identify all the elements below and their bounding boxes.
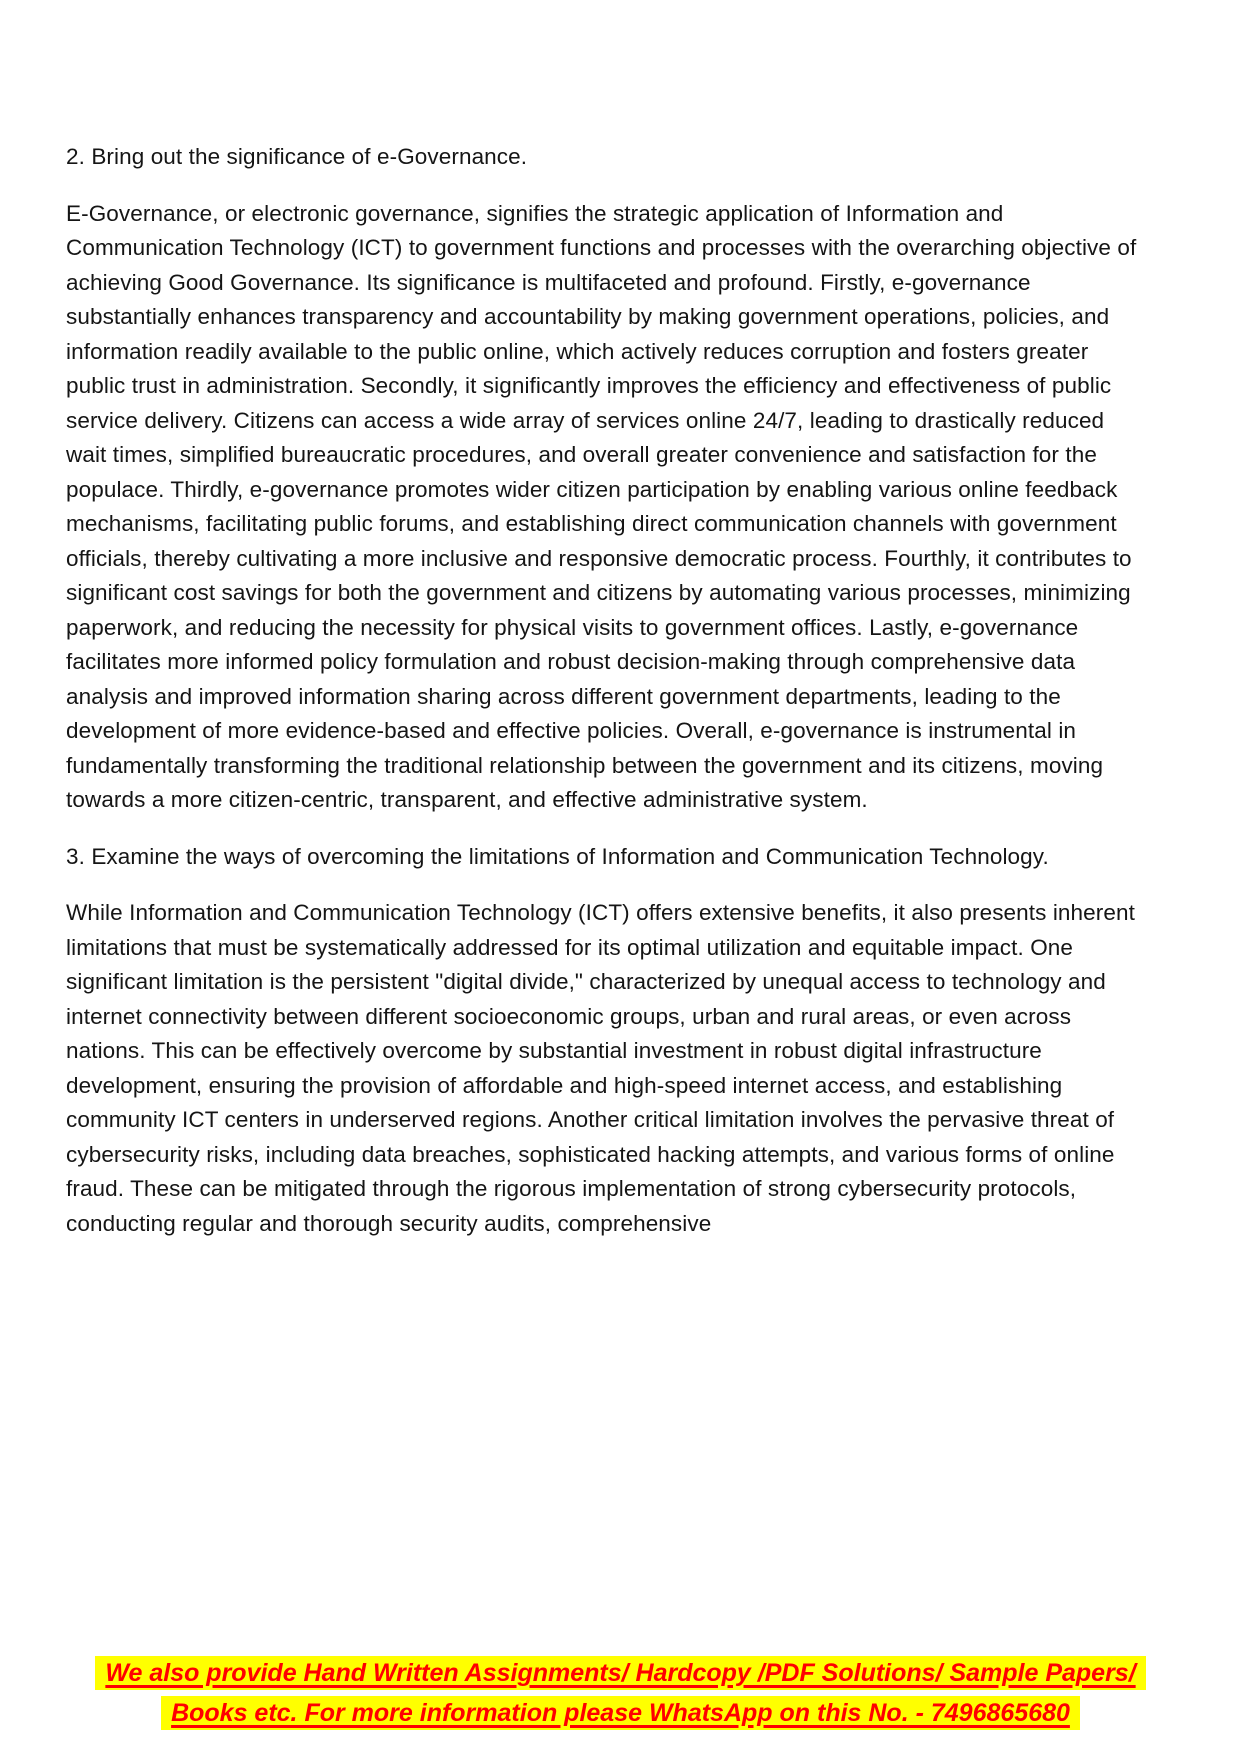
document-body xyxy=(66,140,1146,1263)
footer-promo xyxy=(0,1653,1241,1733)
footer-promo-line-2: Books etc. For more information please WhatsApp on this No. - 7496865680 xyxy=(161,1696,1080,1730)
question-2-answer: E-Governance, or electronic governance, signifies the strategic application of Information and Communication Technology (ICT) to government functions and processes with the overarching objective of achieving Good Governance. Its significance is multifaceted and profound. Firstly, e-governance substantially enhances transparency and accountability by making government operations, policies, and information readily available to the public online, which actively reduces corruption and fosters greater public trust in administration. Secondly, it significantly improves the efficiency and effectiveness of public service delivery. Citizens can access a wide array of services online 24/7, leading to drastically reduced wait times, simplified bureaucratic procedures, and overall greater convenience and satisfaction for the populace. Thirdly, e-governance promotes wider citizen participation by enabling various online feedback mechanisms, facilitating public forums, and establishing direct communication channels with government officials, thereby cultivating a more inclusive and responsive democratic process. Fourthly, it contributes to significant cost savings for both the government and citizens by automating various processes, minimizing paperwork, and reducing the necessity for physical visits to government offices. Lastly, e-governance facilitates more informed policy formulation and robust decision-making through comprehensive data analysis and improved information sharing across different government departments, leading to the development of more evidence-based and effective policies. Overall, e-governance is instrumental in fundamentally transforming the traditional relationship between the government and its citizens, moving towards a more citizen-centric, transparent, and effective administrative system. xyxy=(66,200,1137,812)
question-2-heading: 2. Bring out the significance of e-Governance. xyxy=(66,144,528,169)
question-3-heading: 3. Examine the ways of overcoming the limitations of Information and Communication Technology. xyxy=(66,843,1049,869)
question-3-answer: While Information and Communication Technology (ICT) offers extensive benefits, it also presents inherent limitations that must be systematically addressed for its optimal utilization and equitable impact. One significant limitation is the persistent "digital divide," characterized by unequal access to technology and internet connectivity between different socioeconomic groups, urban and rural areas, or even across nations. This can be effectively overcome by substantial investment in robust digital infrastructure development, ensuring the provision of affordable and high-speed internet access, and establishing community ICT centers in underserved regions. Another critical limitation involves the pervasive threat of cybersecurity risks, including data breaches, sophisticated hacking attempts, and various forms of online fraud. These can be mitigated through the rigorous implementation of strong cybersecurity protocols, conducting regular and thorough security audits, comprehensive xyxy=(66,900,1135,1236)
footer-promo-line-1: We also provide Hand Written Assignments/ Hardcopy /PDF Solutions/ Sample Papers/ xyxy=(95,1656,1145,1690)
